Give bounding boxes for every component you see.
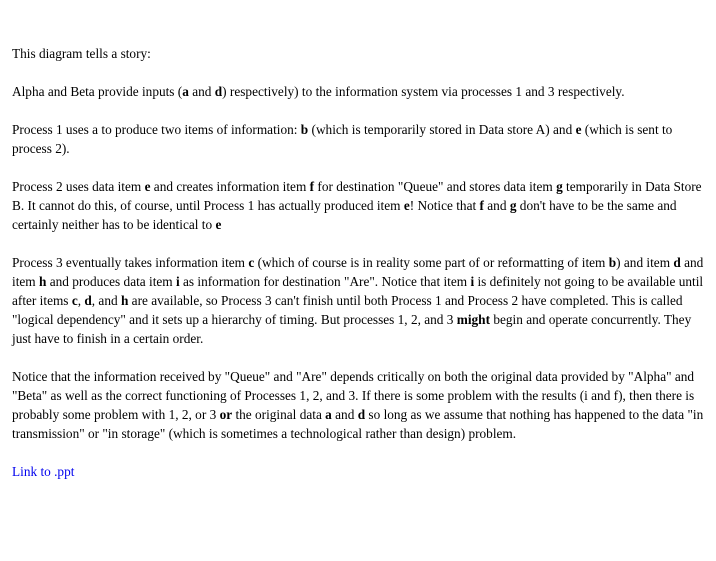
item-b: b <box>300 122 309 137</box>
paragraph-inputs: Alpha and Beta provide inputs (a and d) respectively) to the information system via processes 1 and 3 respectively. <box>12 84 625 99</box>
intro-text: This diagram tells a story: <box>12 46 151 61</box>
ppt-link[interactable]: Link to .ppt <box>12 464 75 479</box>
paragraph-process-3: Process 3 eventually takes information item c (which of course is in reality some part of or reformatting of item b) and item d and item h and produces data item i as information for destination "Are". Notice that item i is definitely not going to be available until after items c, d, and h are available, so Process 3 can't finish until both Process 1 and Process 2 have completed. This is called "logical dependency" and it sets up a hierarchy of timing. But processes 1, 2, and 3 might begin and operate concurrently. They just have to finish in a certain order. <box>12 255 704 346</box>
document-body <box>12 44 708 500</box>
item-a: a <box>182 84 189 99</box>
intro-paragraph <box>12 44 708 63</box>
item-d: d <box>214 84 223 99</box>
paragraph-process-1: Process 1 uses a to produce two items of information: b (which is temporarily stored in Data store A) and e (which is sent to process 2). <box>12 122 673 156</box>
item-e: e <box>575 122 582 137</box>
paragraph-notice: Notice that the information received by "Queue" and "Are" depends critically on both the original data provided by "Alpha" and "Beta" as well as the correct functioning of Processes 1, 2, and 3. If there is some problem with the results (i and f), then there is probably some problem with 1, 2, or 3 or the original data a and d so long as we assume that nothing has happened to the data "in transmission" or "in storage" (which is sometimes a technological rather than design) problem. <box>12 369 704 441</box>
paragraph-process-2: Process 2 uses data item e and creates information item f for destination "Queue" and stores data item g temporarily in Data Store B. It cannot do this, of course, until Process 1 has actually produced item e! Notice that f and g don't have to be the same and certainly neither has to be identical to e <box>12 179 702 232</box>
link-paragraph <box>12 462 708 481</box>
